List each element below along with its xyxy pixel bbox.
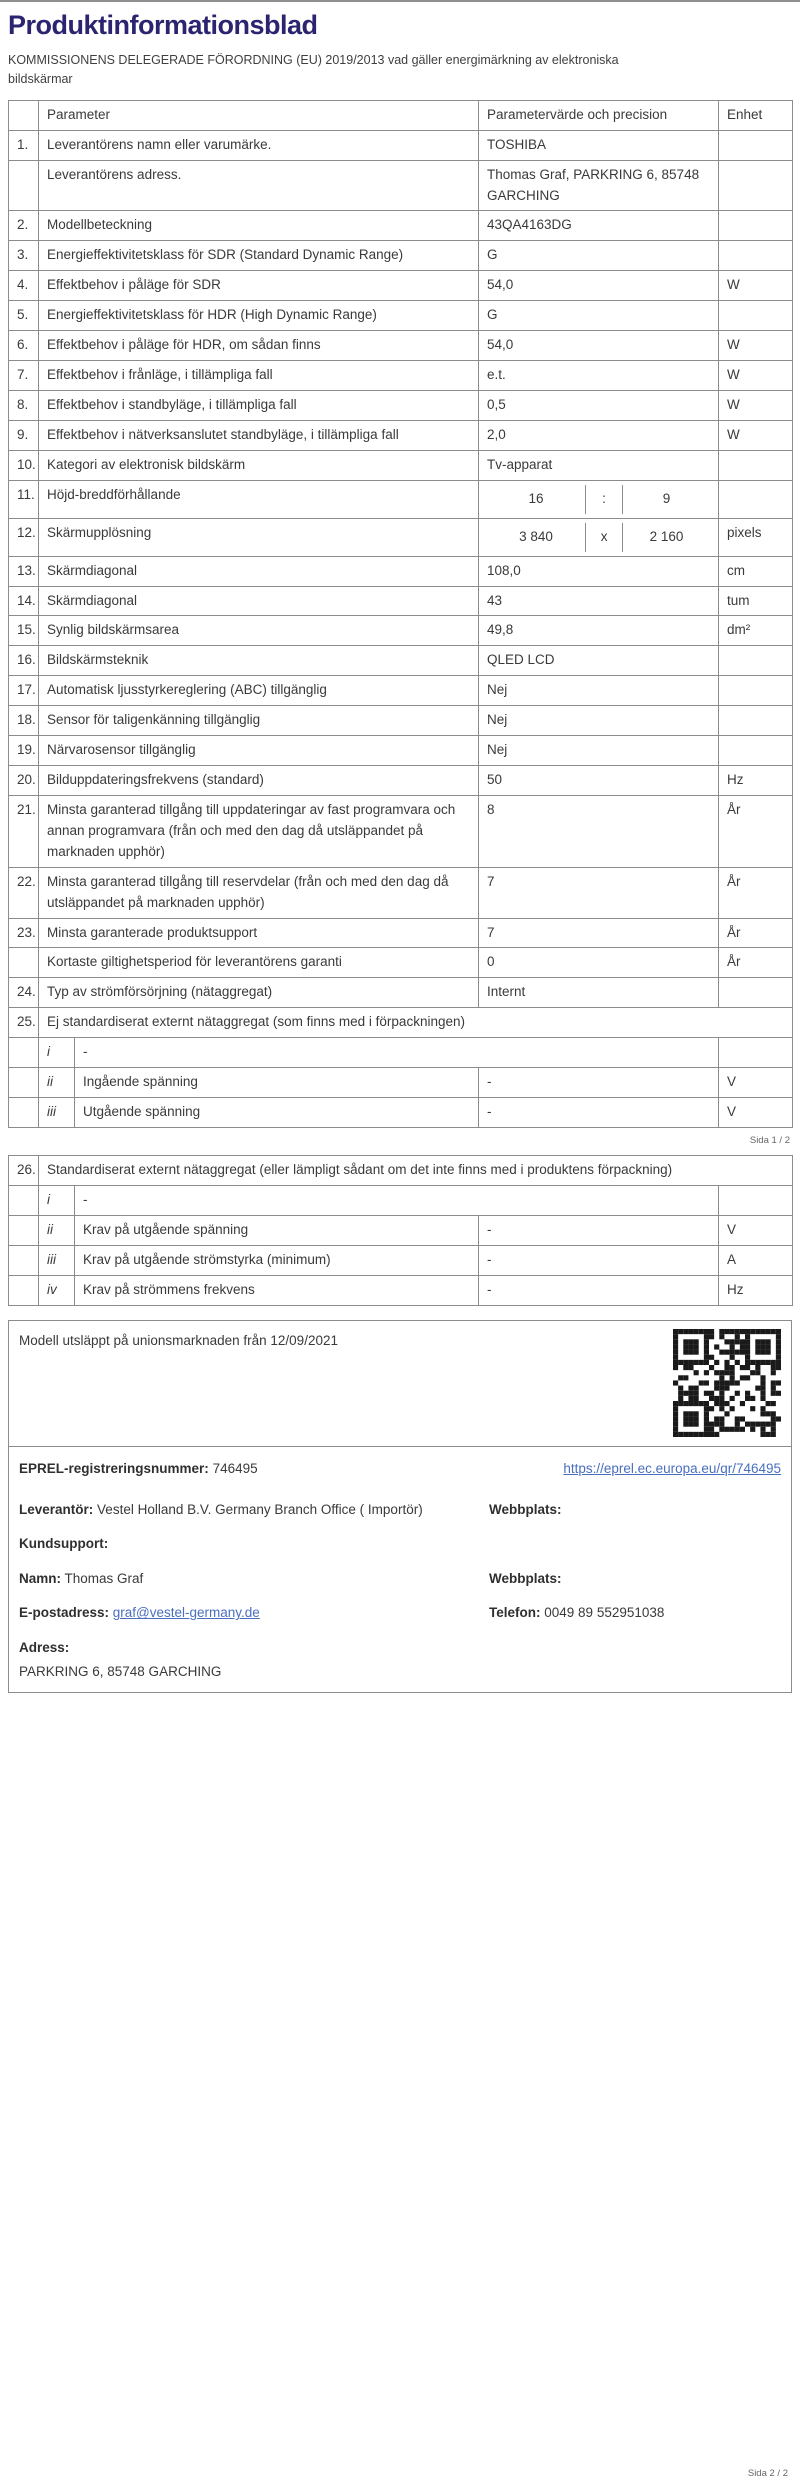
supplier-label: Leverantör: xyxy=(19,1501,94,1517)
param-value: TOSHIBA xyxy=(479,130,719,160)
param-unit: År xyxy=(719,918,793,948)
param-label: Utgående spänning xyxy=(75,1098,479,1128)
param-label: Minsta garanterade produktsupport xyxy=(39,918,479,948)
support-label: Kundsupport: xyxy=(19,1536,109,1552)
email-link[interactable]: graf@vestel-germany.de xyxy=(112,1605,260,1621)
row-number: 14. xyxy=(9,586,39,616)
row-number: 16. xyxy=(9,646,39,676)
table-row xyxy=(9,948,793,978)
param-unit xyxy=(719,676,793,706)
address-label: Adress: xyxy=(19,1640,70,1655)
param-unit xyxy=(719,706,793,736)
param-unit: W xyxy=(719,331,793,361)
param-value-split xyxy=(479,480,719,518)
row-number: 11. xyxy=(9,480,39,518)
support-website xyxy=(489,1568,781,1590)
supplier-value: Vestel Holland B.V. Germany Branch Office ( Importör) xyxy=(97,1501,423,1517)
eprel-link[interactable]: https://eprel.ec.europa.eu/qr/746495 xyxy=(563,1460,781,1476)
header-value: Parametervärde och precision xyxy=(479,100,719,130)
param-unit: tum xyxy=(719,586,793,616)
table-row xyxy=(9,556,793,586)
eprel-row xyxy=(9,1447,791,1482)
param-label: Krav på utgående spänning xyxy=(75,1215,479,1245)
subrow-roman: iii xyxy=(39,1098,75,1128)
row-number: 1. xyxy=(9,130,39,160)
table-row xyxy=(9,518,793,556)
eprel-label: EPREL-registreringsnummer: xyxy=(19,1460,209,1476)
param-unit xyxy=(719,241,793,271)
param-value: 7 xyxy=(479,918,719,948)
resolution-separator: x xyxy=(585,523,623,552)
name-value: Thomas Graf xyxy=(64,1570,144,1586)
aspect-width: 16 xyxy=(528,490,544,506)
support-info xyxy=(19,1533,489,1555)
parameter-table-page2 xyxy=(8,1155,793,1306)
param-unit xyxy=(719,130,793,160)
param-unit: Hz xyxy=(719,1275,793,1305)
table-subrow xyxy=(9,1185,793,1215)
param-label: Typ av strömförsörjning (nätaggregat) xyxy=(39,978,479,1008)
table-row xyxy=(9,211,793,241)
row-number xyxy=(9,1245,39,1275)
param-unit: W xyxy=(719,271,793,301)
email-label: E-postadress: xyxy=(19,1605,110,1621)
param-value: - xyxy=(479,1245,719,1275)
row-number: 7. xyxy=(9,361,39,391)
phone-label: Telefon: xyxy=(489,1605,541,1621)
table-header-row xyxy=(9,100,793,130)
param-value: G xyxy=(479,301,719,331)
phone-value: 0049 89 552951038 xyxy=(544,1605,665,1621)
param-label: - xyxy=(75,1185,719,1215)
param-value: 8 xyxy=(479,795,719,867)
supplier-info xyxy=(19,1499,489,1521)
model-info-box xyxy=(8,1320,792,1694)
param-label: Effektbehov i nätverksanslutet standbyläge, i tillämpliga fall xyxy=(39,420,479,450)
param-value: Nej xyxy=(479,706,719,736)
supplier-website xyxy=(489,1499,781,1521)
table-row xyxy=(9,676,793,706)
param-unit: År xyxy=(719,948,793,978)
param-value: 49,8 xyxy=(479,616,719,646)
table-row xyxy=(9,766,793,796)
param-unit: År xyxy=(719,867,793,918)
param-unit xyxy=(719,646,793,676)
qr-code xyxy=(673,1329,781,1437)
param-label: Skärmdiagonal xyxy=(39,586,479,616)
param-value: - xyxy=(479,1098,719,1128)
resolution-height: 2 160 xyxy=(649,528,684,544)
supplier-row xyxy=(19,1499,781,1521)
param-unit: W xyxy=(719,390,793,420)
row-number xyxy=(9,1068,39,1098)
param-label: Leverantörens adress. xyxy=(39,160,479,211)
param-label: Krav på strömmens frekvens xyxy=(75,1275,479,1305)
param-unit xyxy=(719,736,793,766)
email-info xyxy=(19,1602,489,1624)
table-subrow xyxy=(9,1068,793,1098)
row-number xyxy=(9,948,39,978)
row-number xyxy=(9,1038,39,1068)
row-number xyxy=(9,1275,39,1305)
subrow-roman: ii xyxy=(39,1215,75,1245)
table-row xyxy=(9,616,793,646)
contact-name xyxy=(19,1568,489,1590)
param-unit xyxy=(719,480,793,518)
release-date-text: Modell utsläppt på unionsmarknaden från 12/09/2021 xyxy=(19,1332,338,1348)
page-2-footer: Sida 2 / 2 xyxy=(747,2468,788,2479)
param-unit xyxy=(719,450,793,480)
table-row xyxy=(9,361,793,391)
row-number: 22. xyxy=(9,867,39,918)
eprel-registration xyxy=(19,1461,258,1476)
table-row xyxy=(9,331,793,361)
param-value: e.t. xyxy=(479,361,719,391)
table-row xyxy=(9,241,793,271)
table-row-section xyxy=(9,1156,793,1186)
param-label: Leverantörens namn eller varumärke. xyxy=(39,130,479,160)
param-value: 0 xyxy=(479,948,719,978)
row-number: 13. xyxy=(9,556,39,586)
row-number: 25. xyxy=(9,1008,39,1038)
row-number: 18. xyxy=(9,706,39,736)
row-number: 17. xyxy=(9,676,39,706)
param-value: 43 xyxy=(479,586,719,616)
eprel-number: 746495 xyxy=(212,1460,258,1476)
table-row xyxy=(9,978,793,1008)
param-unit xyxy=(719,1185,793,1215)
row-number: 26. xyxy=(9,1156,39,1186)
phone-info xyxy=(489,1602,781,1624)
table-row xyxy=(9,795,793,867)
page-title: Produktinformationsblad xyxy=(8,10,318,40)
page-1-footer: Sida 1 / 2 xyxy=(749,1135,790,1147)
param-label: Närvarosensor tillgänglig xyxy=(39,736,479,766)
row-number: 2. xyxy=(9,211,39,241)
address-value: PARKRING 6, 85748 GARCHING xyxy=(19,1663,222,1679)
row-number: 6. xyxy=(9,331,39,361)
row-number: 4. xyxy=(9,271,39,301)
row-number xyxy=(9,1215,39,1245)
param-value: 2,0 xyxy=(479,420,719,450)
table-row xyxy=(9,271,793,301)
row-number: 3. xyxy=(9,241,39,271)
table-row xyxy=(9,390,793,420)
param-value: 7 xyxy=(479,867,719,918)
email-row xyxy=(19,1602,781,1624)
table-subrow xyxy=(9,1275,793,1305)
param-label: Minsta garanterad tillgång till reservdelar (från och med den dag då utsläppandet på marknaden upphör) xyxy=(39,867,479,918)
param-label: Synlig bildskärmsarea xyxy=(39,616,479,646)
param-value: Nej xyxy=(479,736,719,766)
table-row xyxy=(9,736,793,766)
param-value: 0,5 xyxy=(479,390,719,420)
row-number xyxy=(9,1185,39,1215)
param-value: 43QA4163DG xyxy=(479,211,719,241)
param-value: G xyxy=(479,241,719,271)
param-label: Automatisk ljusstyrkereglering (ABC) tillgänglig xyxy=(39,676,479,706)
header-unit: Enhet xyxy=(719,100,793,130)
param-label: Minsta garanterad tillgång till uppdateringar av fast programvara och annan programvara (från och med den dag då utsläppandet på marknaden upphör) xyxy=(39,795,479,867)
table-row xyxy=(9,480,793,518)
param-value: Internt xyxy=(479,978,719,1008)
param-value: Tv-apparat xyxy=(479,450,719,480)
param-value-split xyxy=(479,518,719,556)
header-parameter: Parameter xyxy=(39,100,479,130)
param-value: QLED LCD xyxy=(479,646,719,676)
param-value: 108,0 xyxy=(479,556,719,586)
table-row xyxy=(9,586,793,616)
param-value: Thomas Graf, PARKRING 6, 85748 GARCHING xyxy=(479,160,719,211)
row-number xyxy=(9,160,39,211)
param-value: - xyxy=(479,1215,719,1245)
param-label: Skärmdiagonal xyxy=(39,556,479,586)
param-label: Modellbeteckning xyxy=(39,211,479,241)
table-row xyxy=(9,301,793,331)
table-row xyxy=(9,160,793,211)
row-number: 19. xyxy=(9,736,39,766)
header-num xyxy=(9,100,39,130)
row-number: 15. xyxy=(9,616,39,646)
address-row xyxy=(19,1637,781,1682)
release-row xyxy=(9,1321,791,1447)
section-label: Standardiserat externt nätaggregat (eller lämpligt sådant om det inte finns med i produktens förpackning) xyxy=(39,1156,793,1186)
resolution-width: 3 840 xyxy=(519,528,553,544)
subrow-roman: ii xyxy=(39,1068,75,1098)
table-subrow xyxy=(9,1098,793,1128)
param-unit: W xyxy=(719,361,793,391)
param-label: Bilduppdateringsfrekvens (standard) xyxy=(39,766,479,796)
param-unit: V xyxy=(719,1068,793,1098)
table-row xyxy=(9,867,793,918)
param-unit: pixels xyxy=(719,518,793,556)
param-label: Effektbehov i frånläge, i tillämpliga fall xyxy=(39,361,479,391)
param-unit: W xyxy=(719,420,793,450)
row-number: 10. xyxy=(9,450,39,480)
section-label: Ej standardiserat externt nätaggregat (som finns med i förpackningen) xyxy=(39,1008,793,1038)
table-row xyxy=(9,450,793,480)
row-number: 8. xyxy=(9,390,39,420)
subrow-roman: iv xyxy=(39,1275,75,1305)
param-unit: V xyxy=(719,1215,793,1245)
support-row xyxy=(19,1533,781,1555)
address-info xyxy=(19,1637,489,1682)
name-row xyxy=(19,1568,781,1590)
param-value: 54,0 xyxy=(479,331,719,361)
parameter-table-page1 xyxy=(8,100,793,1128)
param-label: Effektbehov i påläge för SDR xyxy=(39,271,479,301)
param-label: Kategori av elektronisk bildskärm xyxy=(39,450,479,480)
param-unit: dm² xyxy=(719,616,793,646)
table-subrow xyxy=(9,1245,793,1275)
row-number: 12. xyxy=(9,518,39,556)
param-unit: V xyxy=(719,1098,793,1128)
row-number: 5. xyxy=(9,301,39,331)
name-label: Namn: xyxy=(19,1570,62,1586)
param-unit xyxy=(719,160,793,211)
param-unit xyxy=(719,211,793,241)
param-label: Energieffektivitetsklass för SDR (Standard Dynamic Range) xyxy=(39,241,479,271)
param-unit xyxy=(719,301,793,331)
table-row xyxy=(9,646,793,676)
table-row xyxy=(9,706,793,736)
param-unit: A xyxy=(719,1245,793,1275)
row-number: 21. xyxy=(9,795,39,867)
param-label: Kortaste giltighetsperiod för leverantörens garanti xyxy=(39,948,479,978)
table-row xyxy=(9,918,793,948)
row-number: 9. xyxy=(9,420,39,450)
table-subrow xyxy=(9,1215,793,1245)
param-label: Skärmupplösning xyxy=(39,518,479,556)
row-number: 24. xyxy=(9,978,39,1008)
param-label: Höjd-breddförhållande xyxy=(39,480,479,518)
contact-section xyxy=(9,1482,791,1693)
row-number: 23. xyxy=(9,918,39,948)
row-number xyxy=(9,1098,39,1128)
subrow-roman: i xyxy=(39,1038,75,1068)
table-row xyxy=(9,420,793,450)
website-label: Webbplats: xyxy=(489,1570,562,1586)
param-label: Effektbehov i påläge för HDR, om sådan finns xyxy=(39,331,479,361)
table-row xyxy=(9,130,793,160)
aspect-separator: : xyxy=(585,485,623,514)
param-unit xyxy=(719,978,793,1008)
param-label: Energieffektivitetsklass för HDR (High Dynamic Range) xyxy=(39,301,479,331)
param-label: Sensor för taligenkänning tillgänglig xyxy=(39,706,479,736)
param-label: Effektbehov i standbyläge, i tillämpliga fall xyxy=(39,390,479,420)
row-number: 20. xyxy=(9,766,39,796)
param-value: 54,0 xyxy=(479,271,719,301)
param-unit: År xyxy=(719,795,793,867)
table-subrow xyxy=(9,1038,793,1068)
param-value: - xyxy=(479,1275,719,1305)
param-label: Bildskärmsteknik xyxy=(39,646,479,676)
param-value: - xyxy=(479,1068,719,1098)
param-label: Krav på utgående strömstyrka (minimum) xyxy=(75,1245,479,1275)
param-value: Nej xyxy=(479,676,719,706)
table-row-section xyxy=(9,1008,793,1038)
param-unit xyxy=(719,1038,793,1068)
website-label: Webbplats: xyxy=(489,1501,562,1517)
param-label: - xyxy=(75,1038,719,1068)
param-value: 50 xyxy=(479,766,719,796)
regulation-subtitle: KOMMISSIONENS DELEGERADE FÖRORDNING (EU) 2019/2013 vad gäller energimärkning av elektroniska bildskärmar xyxy=(8,53,619,87)
subrow-roman: i xyxy=(39,1185,75,1215)
param-unit: Hz xyxy=(719,766,793,796)
subrow-roman: iii xyxy=(39,1245,75,1275)
param-label: Ingående spänning xyxy=(75,1068,479,1098)
aspect-height: 9 xyxy=(662,490,671,506)
param-unit: cm xyxy=(719,556,793,586)
